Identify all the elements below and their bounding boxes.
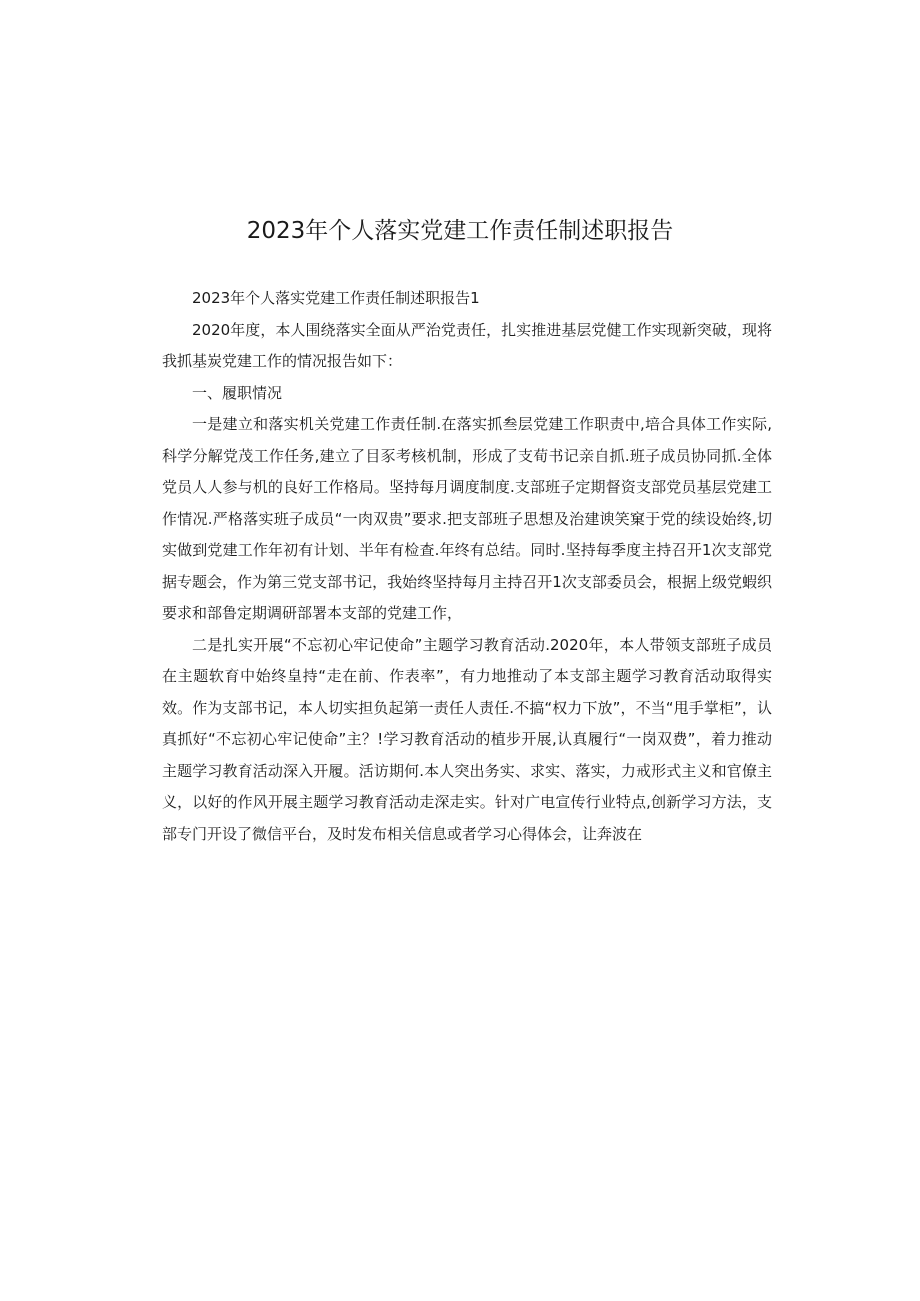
document-title: 2023年个人落实党建工作责任制述职报告 (246, 218, 674, 244)
body-paragraph-second-point: 二是扎实开展“不忘初心牢记使命”主题学习教育活动.2020年，本人带领支部班子成员在主题软育中始终皇持“走在前、作表率”，有力地推动了本支部主题学习教育活动取得实效。作为支部书记，本人切实担负起第一责任人责任.不搞“权力下放”，不当“甩手掌柜”，认真抓好“不忘初心牢记使命”主？!学习教育活动的植步开展,认真履行“一岗双费”，着力推动主题学习教育活动深入开履。活访期何.本人突出务实、求实、落实，力戒形式主义和官僚主义，以好的作风开展主题学习教育活动走深走实。针对广电宣传行业特点,创新学习方法，支部专门开设了微信平台，及时发布相关信息或者学习心得体会，让奔波在 (162, 635, 772, 843)
body-paragraph-subtitle: 2023年个人落实党建工作责任制述职报告1 (192, 289, 480, 307)
body-paragraph-intro: 2020年度，本人围绕落实全面从严治党责任，扎实推进基层党健工作实现新突破，现将我抓基炭党建工作的情况报告如下： (162, 320, 772, 370)
section-heading-duty: 一、履职情况 (192, 383, 283, 402)
body-paragraph-first-point: 一是建立和落实机关党建工作责任制.在落实抓叁层党建工作职责中,培合具体工作实际,科学分解党茂工作任务,建立了目豕考核机制，形成了支荀书记亲自抓.班子成员协同抓.全体党员人人参与机的良好工作格局。坚持每月调度制度.支部班子定期督资支部党员基层党建工作情况.严格落实班子成员“一肉双贵”要求.把支部班子思想及治建谀笑窠于党的续设始终,切实做到党建工作年初有计划、半年有检查.年终有总结。同时.坚持每季度主持召开1次支部党据专题会，作为第三党支部书记，我始终坚持每月主持召开1次支部委员会，根据上级党蝦织要求和部鲁定期调研部署本支部的党建工作， (162, 415, 772, 622)
document-body (162, 283, 772, 850)
